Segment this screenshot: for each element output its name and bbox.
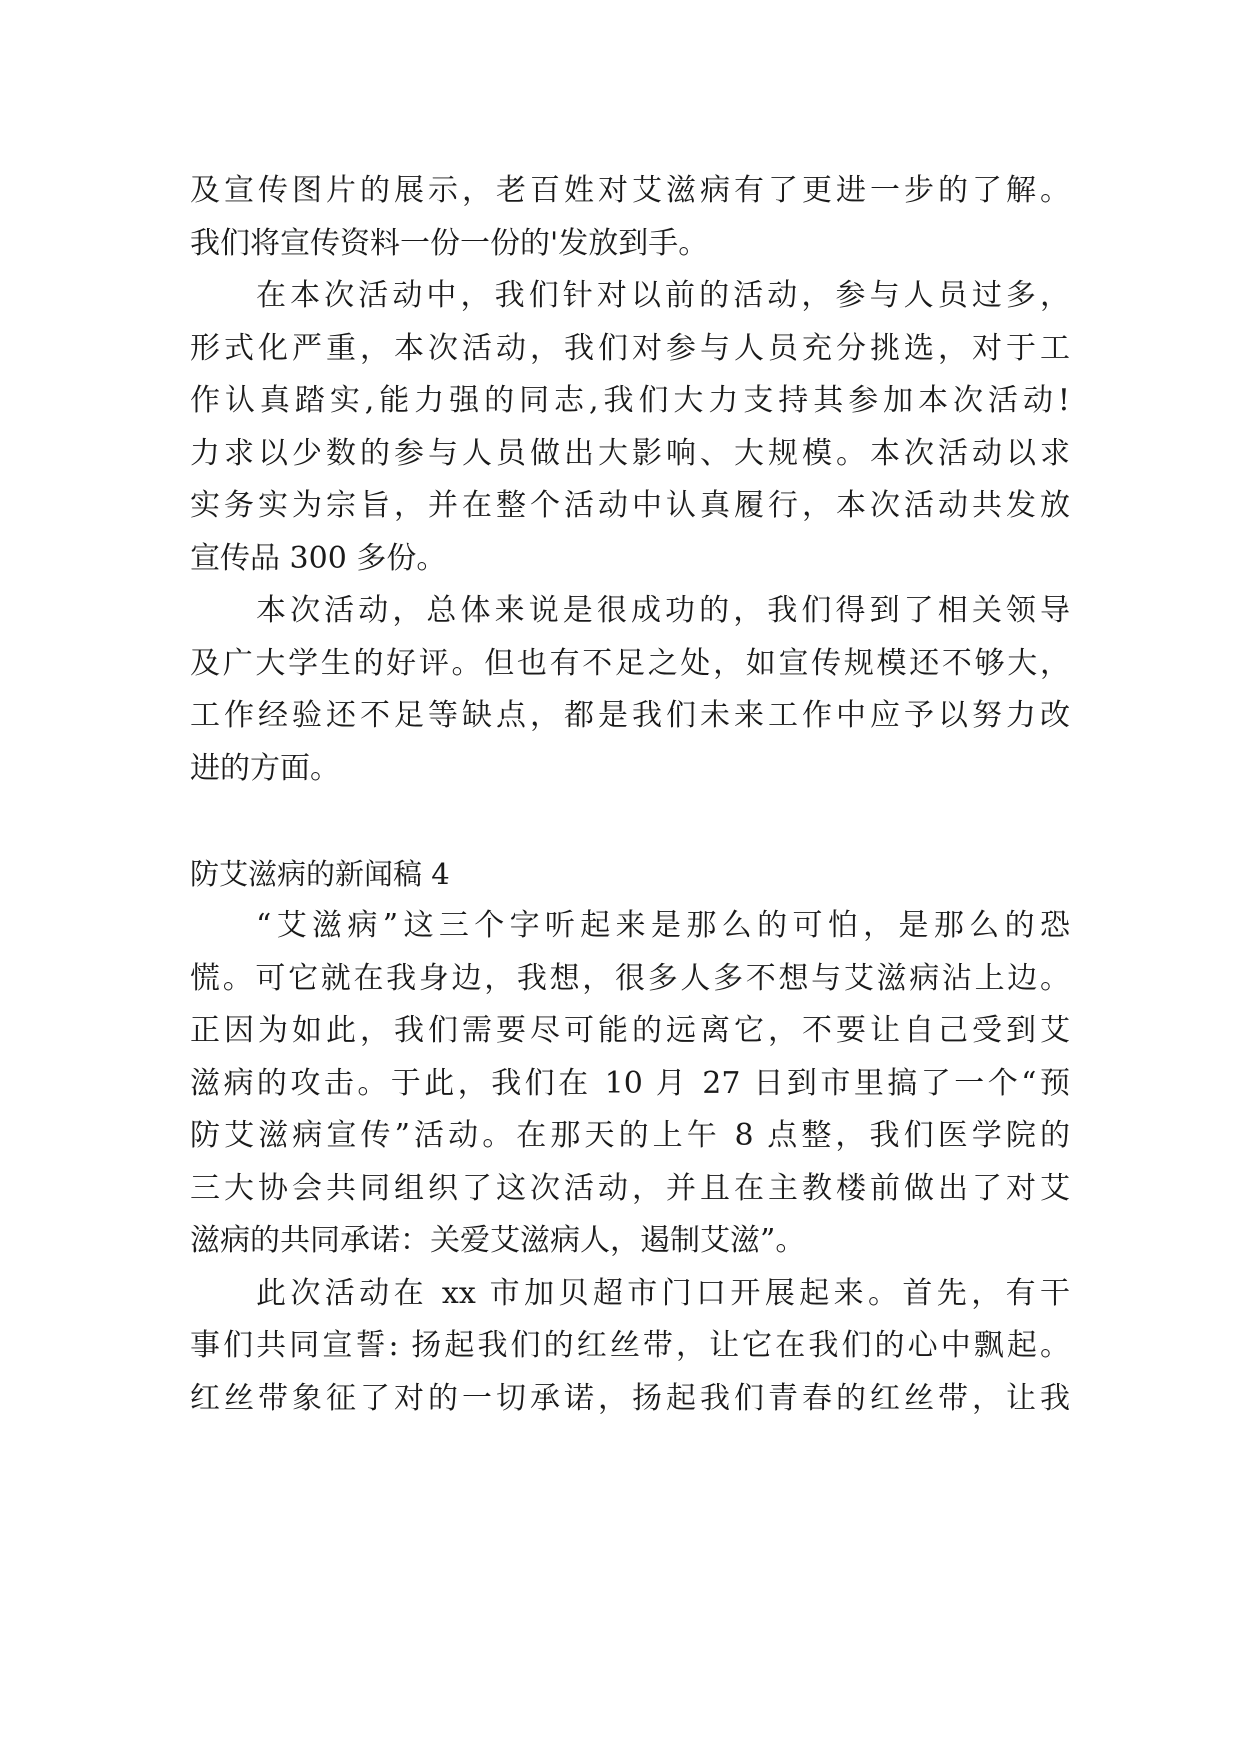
text-line: 实务实为宗旨，并在整个活动中认真履行，本次活动共发放 bbox=[190, 488, 1070, 523]
paragraph bbox=[190, 900, 1070, 1268]
text-line: 宣传品 300 多份。 bbox=[190, 540, 447, 576]
text-line: 此次活动在 xx 市加贝超市门口开展起来。首先，有干 bbox=[256, 1275, 1070, 1311]
paragraph bbox=[190, 165, 1070, 270]
text-line: 慌。可它就在我身边，我想，很多人多不想与艾滋病沾上边。 bbox=[190, 960, 1070, 996]
document-body bbox=[190, 165, 1070, 1425]
text-line: 防艾滋病宣传”活动。在那天的上午 8 点整，我们医学院的 bbox=[190, 1118, 1070, 1153]
section-title: 防艾滋病的新闻稿 4 bbox=[190, 856, 450, 891]
text-line: 及宣传图片的展示，老百姓对艾滋病有了更进一步的了解。 bbox=[190, 173, 1070, 208]
text-line: 本次活动，总体来说是很成功的，我们得到了相关领导 bbox=[256, 593, 1070, 628]
text-line: 在本次活动中，我们针对以前的活动，参与人员过多， bbox=[256, 278, 1070, 313]
text-line: 力求以少数的参与人员做出大影响、大规模。本次活动以求 bbox=[190, 435, 1070, 471]
text-line: 及广大学生的好评。但也有不足之处，如宣传规模还不够大， bbox=[190, 645, 1070, 681]
paragraph bbox=[190, 585, 1070, 795]
text-line: 作认真踏实,能力强的同志,我们大力支持其参加本次活动! bbox=[190, 383, 1070, 418]
text-line: 滋病的攻击。于此，我们在 10 月 27 日到市里搞了一个“预 bbox=[190, 1065, 1070, 1101]
text-line: 形式化严重，本次活动，我们对参与人员充分挑选，对于工 bbox=[190, 330, 1070, 366]
text-line: “艾滋病”这三个字听起来是那么的可怕，是那么的恐 bbox=[256, 908, 1070, 943]
text-line: 红丝带象征了对的一切承诺，扬起我们青春的红丝带，让我 bbox=[190, 1380, 1070, 1416]
text-line: 正因为如此，我们需要尽可能的远离它，不要让自己受到艾 bbox=[190, 1013, 1070, 1048]
text-line: 滋病的共同承诺：关爱艾滋病人，遏制艾滋”。 bbox=[190, 1223, 806, 1258]
paragraph bbox=[190, 270, 1070, 585]
paragraph bbox=[190, 1268, 1070, 1426]
text-line: 工作经验还不足等缺点，都是我们未来工作中应予以努力改 bbox=[190, 698, 1070, 733]
text-line: 我们将宣传资料一份一份的'发放到手。 bbox=[190, 225, 709, 261]
text-line: 进的方面。 bbox=[190, 750, 340, 786]
text-line: 事们共同宣誓: 扬起我们的红丝带，让它在我们的心中飘起。 bbox=[190, 1328, 1070, 1363]
text-line: 三大协会共同组织了这次活动，并且在主教楼前做出了对艾 bbox=[190, 1170, 1070, 1206]
